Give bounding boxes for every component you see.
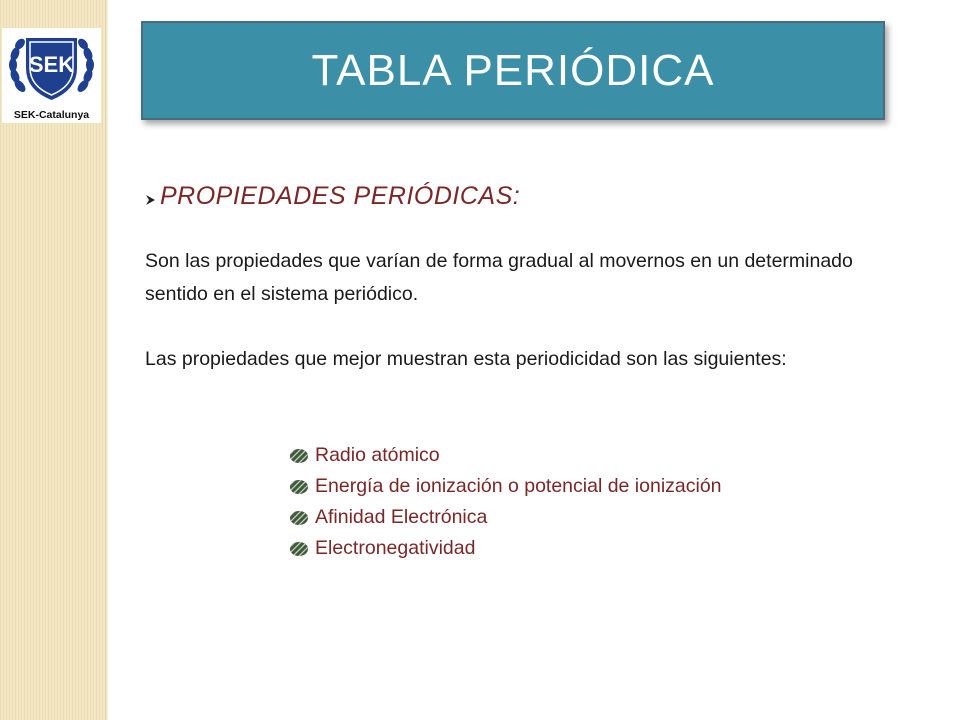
sek-laurel-logo-icon <box>2 28 101 108</box>
property-label: Electronegatividad <box>315 537 476 559</box>
section-heading-text: PROPIEDADES PERIÓDICAS: <box>160 181 521 210</box>
page-title: TABLA PERIÓDICA <box>311 45 715 95</box>
side-strip-edge <box>105 0 108 720</box>
property-label: Energía de ionización o potencial de ionización <box>315 475 722 497</box>
list-item <box>288 440 722 471</box>
paragraph-definition: Son las propiedades que varían de forma gradual al movernos en un determinado sentido en el sistema periódico. <box>145 250 853 305</box>
logo-caption: SEK-Catalunya <box>13 109 90 121</box>
striped-sphere-bullet-icon <box>288 479 310 495</box>
list-item <box>288 471 722 502</box>
striped-sphere-bullet-icon <box>288 541 310 557</box>
property-label: Radio atómico <box>315 444 440 466</box>
arrow-bullet-icon <box>145 194 157 206</box>
title-banner <box>141 21 885 120</box>
list-item <box>288 502 722 533</box>
paragraph-intro: Las propiedades que mejor muestran esta periodicidad son las siguientes: <box>145 348 787 370</box>
sek-logo <box>2 28 101 123</box>
property-label: Afinidad Electrónica <box>315 506 488 528</box>
section-heading <box>145 178 520 214</box>
properties-list <box>288 440 722 564</box>
striped-sphere-bullet-icon <box>288 448 310 464</box>
svg-text:SEK: SEK <box>28 52 75 77</box>
striped-sphere-bullet-icon <box>288 510 310 526</box>
list-item <box>288 533 722 564</box>
